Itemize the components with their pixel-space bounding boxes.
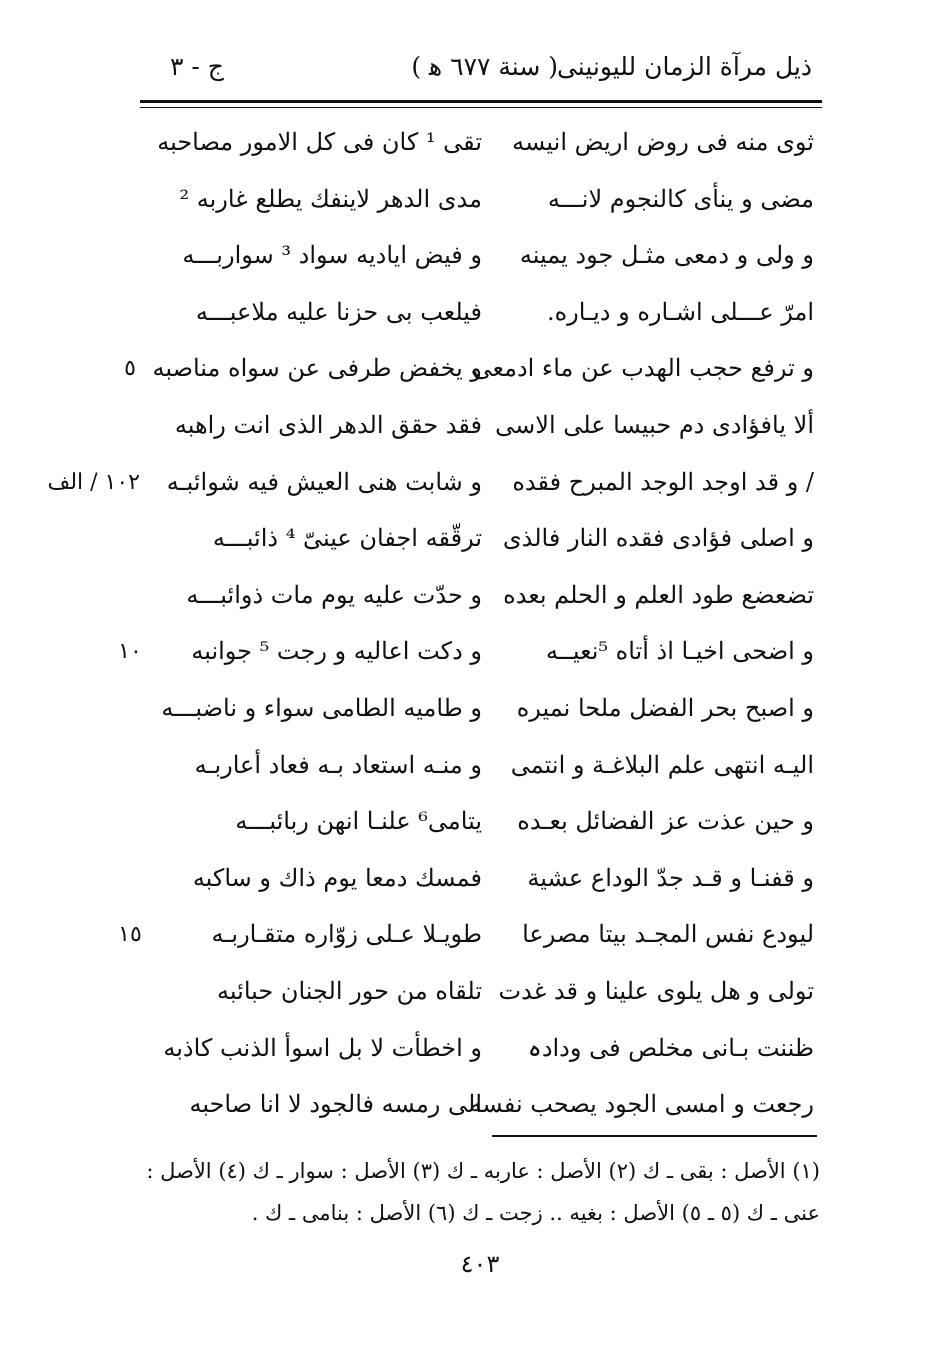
verse-first-hemistich: مضى و ينأى كالنجوم لانـــه [547,184,814,213]
verse-second-hemistich: و شابت هنى العيش فيه شوائبـه [166,467,482,496]
verse-line [0,627,950,684]
verse-line [0,967,950,1024]
running-header [140,52,820,92]
verse-first-hemistich: ليودع نفس المجـد بيتا مصرعا [522,920,814,949]
header-rule-thin [140,107,822,108]
verse-second-hemistich: و اخطأت لا بل اسوأ الذنب كاذبه [163,1033,482,1062]
verse-line [0,175,950,232]
footnote-rule [492,1135,817,1137]
footnote-line: (١) الأصل : بقى ـ ك (٢) الأصل : عاربه ـ ك (٣) الأصل : سوار ـ ك (٤) الأصل : [146,1159,820,1183]
verse-line [0,458,950,515]
page-number: ٤٠٣ [460,1250,500,1278]
verse-second-hemistich: و فيض اياديه سواد ³ سواربـــه [182,241,482,270]
footnotes [120,1150,820,1234]
verse-first-hemistich: و حين عذت عز الفضائل بعـده [517,807,814,836]
verse-first-hemistich: اليـه انتهى علم البلاغـة و انتمى [510,750,814,779]
verse-second-hemistich: و دكت اعاليه و رجت ⁵ جوانبه [191,637,482,666]
verse-second-hemistich: و منـه استعاد بـه فعاد أعاربـه [194,750,482,779]
verse-line [0,797,950,854]
verse-line [0,118,950,175]
verse-line [0,854,950,911]
line-number: ٥ [124,356,136,382]
verse-second-hemistich: فمسك دمعا يوم ذاك و ساكبه [192,863,482,892]
verse-first-hemistich: تولى و هل يلوى علينا و قد غدت [498,976,814,1005]
verse-second-hemistich: فقد حقق الدهر الذى انت راهبه [174,410,482,439]
verse-first-hemistich: و اصلى فؤادى فقده النار فالذى [502,524,814,553]
poem-body [0,118,950,1137]
verse-second-hemistich: ترقّقه اجفان عينىّ ⁴ ذائبـــه [212,524,482,553]
verse-line [0,231,950,288]
line-number: ١٠ [118,639,142,665]
manuscript-folio-marker: ١٠٢ / الف [47,469,140,495]
verse-first-hemistich: / و قد اوجد الوجد المبرح فقده [512,467,814,496]
verse-line [0,288,950,345]
header-rule-thick [140,100,822,103]
verse-second-hemistich: و حدّت عليه يوم مات ذوائبـــه [186,580,482,609]
verse-first-hemistich: و اضحى اخيـا اذ أتاه ⁵نعيــه [545,637,814,666]
verse-line [0,684,950,741]
verse-first-hemistich: امرّ عـــلى اشـاره و ديـاره. [546,297,814,326]
verse-line [0,1024,950,1081]
volume-label: ج - ٣ [170,52,224,81]
verse-first-hemistich: ألا يافؤادى دم حبيسا على الاسى [495,410,814,439]
verse-second-hemistich: طويـلا عـلى زوّاره متقـاربـه [211,920,482,949]
verse-second-hemistich: تلقاه من حور الجنان حبائبه [217,976,482,1005]
verse-line [0,401,950,458]
footnote-line: عنى ـ ك (٥ ـ ٥) الأصل : بغيه .. زجت ـ ك (٦) الأصل : بنامى ـ ك . [251,1201,820,1225]
verse-line [0,910,950,967]
verse-line [0,1080,950,1137]
verse-second-hemistich: تقى ¹ كان فى كل الامور مصاحبه [157,128,482,156]
verse-line [0,741,950,798]
verse-line [0,514,950,571]
verse-first-hemistich: و ترفع حجب الهدب عن ماء ادمعى [472,354,814,383]
verse-first-hemistich: و اصبح بحر الفضل ملحا نميره [516,693,814,722]
verse-first-hemistich: ظننت بـانى مخلص فى ودادہ [527,1033,814,1062]
year-label: ( سنة ٦٧٧ ﻫ ) [411,52,558,81]
verse-first-hemistich: و ولى و دمعى مثـل جود يمينه [519,241,814,270]
verse-second-hemistich: الى رمسه فالجود لا انا صاحبه [189,1090,482,1119]
verse-second-hemistich: فيلعب بى حزنا عليه ملاعبـــه [195,297,482,326]
verse-first-hemistich: ثوى منه فى روض اريض انيسه [512,128,814,156]
line-number: ١٥ [118,922,142,948]
verse-line [0,344,950,401]
book-title: ذيل مرآة الزمان لليونينى [556,52,812,81]
verse-second-hemistich: مدى الدهر لاينفك يطلع غاربه ² [179,184,482,213]
verse-second-hemistich: و طاميه الطامى سواء و ناضبـــه [161,693,482,722]
verse-line [0,571,950,628]
verse-first-hemistich: و قفنـا و قـد جدّ الوداع عشية [527,863,814,892]
verse-second-hemistich: و يخفض طرفى عن سواه مناصبه [152,354,482,383]
verse-first-hemistich: رجعت و امسى الجود يصحب نفسه [469,1090,814,1119]
verse-second-hemistich: يتامى⁶ علنـا انهن ربائبـــه [235,807,482,836]
verse-first-hemistich: تضعضع طود العلم و الحلم بعده [503,580,814,609]
